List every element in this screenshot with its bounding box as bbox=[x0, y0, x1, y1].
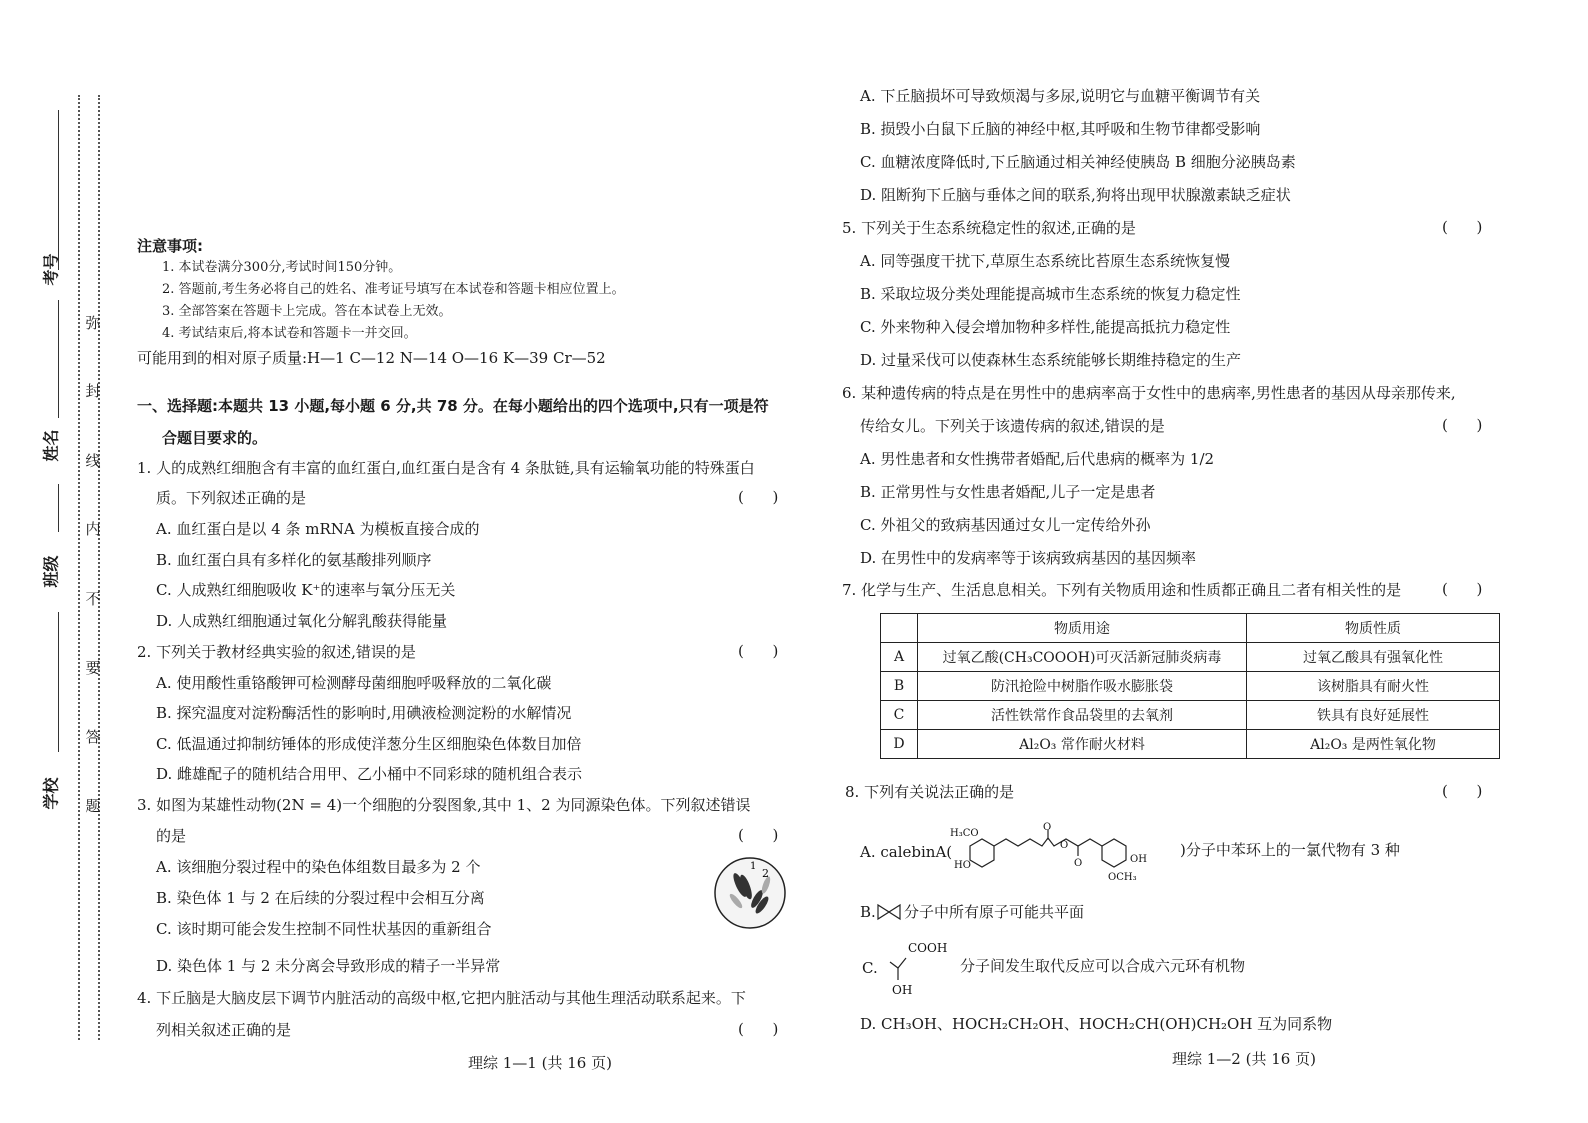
q3-option: D. 染色体 1 与 2 未分离会导致形成的精子一半异常 bbox=[156, 957, 501, 975]
footer-left: 理综 1—1 (共 16 页) bbox=[468, 1054, 612, 1072]
calebin-label: O bbox=[1074, 858, 1083, 869]
q8-option-a-prefix: A. calebinA( bbox=[860, 843, 953, 861]
q3-stem-cont: 的是 bbox=[156, 827, 187, 845]
q8-option-c-suffix: 分子间发生取代反应可以合成六元环有机物 bbox=[960, 957, 1246, 975]
table-row bbox=[881, 730, 1500, 759]
notice-item: 1. 本试卷满分300分,考试时间150分钟。 bbox=[162, 260, 402, 275]
calebin-label: O bbox=[1043, 822, 1052, 833]
q3-stem: 3. 如图为某雄性动物(2N = 4)一个细胞的分裂图象,其中 1、2 为同源染色体。下列叙述错误 bbox=[137, 796, 751, 814]
q5-stem: 5. 下列关于生态系统稳定性的叙述,正确的是 bbox=[842, 219, 1136, 237]
section-heading: 一、选择题:本题共 13 小题,每小题 6 分,共 78 分。在每小题给出的四个选项中,只有一项是符 bbox=[137, 397, 769, 415]
q5-option: A. 同等强度干扰下,草原生态系统比苔原生态系统恢复慢 bbox=[860, 252, 1231, 270]
calebin-label: H₃CO bbox=[950, 828, 979, 839]
seal-char: 弥 bbox=[85, 314, 101, 332]
binding-line-2 bbox=[58, 300, 59, 418]
answer-paren: ( ) bbox=[738, 1020, 779, 1038]
calebin-label: O bbox=[1060, 840, 1069, 851]
q1-stem-cont: 质。下列叙述正确的是 bbox=[156, 489, 307, 507]
q1-option: B. 血红蛋白具有多样化的氨基酸排列顺序 bbox=[156, 551, 432, 569]
seal-char: 不 bbox=[85, 590, 101, 608]
answer-paren: ( ) bbox=[1442, 580, 1483, 598]
table-row bbox=[881, 643, 1500, 672]
table-header-cell: 物质性质 bbox=[1247, 614, 1500, 643]
answer-paren: ( ) bbox=[738, 488, 779, 506]
label-exam-number: 考号 bbox=[41, 253, 61, 286]
q2-option: A. 使用酸性重铬酸钾可检测酵母菌细胞呼吸释放的二氧化碳 bbox=[156, 674, 552, 692]
footer-right: 理综 1—2 (共 16 页) bbox=[1172, 1050, 1316, 1068]
q1-option: D. 人成熟红细胞通过氧化分解乳酸获得能量 bbox=[156, 612, 448, 630]
q6-option: C. 外祖父的致病基因通过女儿一定传给外孙 bbox=[860, 516, 1151, 534]
table-cell: D bbox=[881, 730, 918, 759]
binding-line-1 bbox=[58, 110, 59, 270]
seal-char: 要 bbox=[85, 659, 101, 677]
q6-stem: 6. 某种遗传病的特点是在男性中的患病率高于女性中的患病率,男性患者的基因从母亲那传来, bbox=[842, 384, 1456, 402]
q4-stem: 4. 下丘脑是大脑皮层下调节内脏活动的高级中枢,它把内脏活动与其他生理活动联系起来。下 bbox=[137, 989, 746, 1007]
lactic-label: OH bbox=[892, 983, 913, 997]
lactic-label: COOH bbox=[908, 941, 948, 955]
notice-heading: 注意事项: bbox=[137, 237, 203, 255]
binding-line-3 bbox=[58, 484, 59, 532]
q1-option: C. 人成熟红细胞吸收 K⁺的速率与氧分压无关 bbox=[156, 581, 456, 599]
calebin-label: OH bbox=[1130, 854, 1147, 865]
q3-option: A. 该细胞分裂过程中的染色体组数目最多为 2 个 bbox=[156, 858, 481, 876]
q1-option: A. 血红蛋白是以 4 条 mRNA 为模板直接合成的 bbox=[156, 520, 480, 538]
notice-item: 4. 考试结束后,将本试卷和答题卡一并交回。 bbox=[162, 326, 417, 341]
q4-option: A. 下丘脑损坏可导致烦渴与多尿,说明它与血糖平衡调节有关 bbox=[860, 87, 1261, 105]
table-cell: 防汛抢险中树脂作吸水膨胀袋 bbox=[918, 672, 1247, 701]
calebin-label: OCH₃ bbox=[1108, 872, 1137, 883]
label-school: 学校 bbox=[41, 777, 61, 810]
q8-option-b-prefix: B. bbox=[860, 903, 876, 921]
table-cell: A bbox=[881, 643, 918, 672]
table-cell: Al₂O₃ 是两性氧化物 bbox=[1247, 730, 1500, 759]
q8-option-b-suffix: 分子中所有原子可能共平面 bbox=[904, 903, 1085, 921]
label-name: 姓名 bbox=[41, 429, 61, 462]
table-header-row bbox=[881, 614, 1500, 643]
q2-stem: 2. 下列关于教材经典实验的叙述,错误的是 bbox=[137, 643, 416, 661]
q6-stem-cont: 传给女儿。下列关于该遗传病的叙述,错误的是 bbox=[860, 417, 1165, 435]
q6-option: A. 男性患者和女性携带者婚配,后代患病的概率为 1/2 bbox=[860, 450, 1215, 468]
calebin-structure bbox=[950, 822, 1180, 884]
binding-line-4 bbox=[58, 612, 59, 752]
q5-option: C. 外来物种入侵会增加物种多样性,能提高抵抗力稳定性 bbox=[860, 318, 1231, 336]
q8-stem: 8. 下列有关说法正确的是 bbox=[845, 783, 1015, 801]
fig-label-2: 2 bbox=[762, 867, 769, 880]
fig-label-1: 1 bbox=[750, 861, 757, 872]
q1-stem: 1. 人的成熟红细胞含有丰富的血红蛋白,血红蛋白是含有 4 条肽链,具有运输氧功能的特殊蛋白 bbox=[137, 459, 755, 477]
q5-option: D. 过量采伐可以使森林生态系统能够长期维持稳定的生产 bbox=[860, 351, 1242, 369]
table-row bbox=[881, 672, 1500, 701]
notice-item: 2. 答题前,考生务必将自己的姓名、准考证号填写在本试卷和答题卡相应位置上。 bbox=[162, 282, 625, 297]
table-cell: B bbox=[881, 672, 918, 701]
seal-char: 答 bbox=[85, 728, 101, 746]
q4-option: D. 阻断狗下丘脑与垂体之间的联系,狗将出现甲状腺激素缺乏症状 bbox=[860, 186, 1291, 204]
q8-option-c-prefix: C. bbox=[862, 959, 878, 977]
answer-paren: ( ) bbox=[1442, 416, 1483, 434]
seal-char: 题 bbox=[85, 797, 101, 815]
q4-option: B. 损毁小白鼠下丘脑的神经中枢,其呼吸和生物节律都受影响 bbox=[860, 120, 1261, 138]
seal-char: 内 bbox=[85, 520, 101, 538]
notice-item: 3. 全部答案在答题卡上完成。答在本试卷上无效。 bbox=[162, 304, 452, 319]
table-cell: Al₂O₃ 常作耐火材料 bbox=[918, 730, 1247, 759]
answer-paren: ( ) bbox=[738, 826, 779, 844]
label-class: 班级 bbox=[41, 555, 61, 588]
q8-option-a-suffix: )分子中苯环上的一氯代物有 3 种 bbox=[1180, 841, 1400, 859]
seal-char: 线 bbox=[85, 452, 101, 470]
answer-paren: ( ) bbox=[1442, 782, 1483, 800]
q5-option: B. 采取垃圾分类处理能提高城市生态系统的恢复力稳定性 bbox=[860, 285, 1241, 303]
q3-option: B. 染色体 1 与 2 在后续的分裂过程中会相互分离 bbox=[156, 889, 485, 907]
table-header-cell bbox=[881, 614, 918, 643]
table-header-cell: 物质用途 bbox=[918, 614, 1247, 643]
q7-table bbox=[880, 613, 1500, 759]
q4-option: C. 血糖浓度降低时,下丘脑通过相关神经使胰岛 B 细胞分泌胰岛素 bbox=[860, 153, 1296, 171]
q2-option: B. 探究温度对淀粉酶活性的影响时,用碘液检测淀粉的水解情况 bbox=[156, 704, 572, 722]
q2-option: C. 低温通过抑制纺锤体的形成使洋葱分生区细胞染色体数目加倍 bbox=[156, 735, 582, 753]
q8-option-d: D. CH₃OH、HOCH₂CH₂OH、HOCH₂CH(OH)CH₂OH 互为同系物 bbox=[860, 1015, 1333, 1033]
table-cell: 该树脂具有耐火性 bbox=[1247, 672, 1500, 701]
answer-paren: ( ) bbox=[1442, 218, 1483, 236]
calebin-label: HO bbox=[954, 860, 971, 871]
seal-line-left bbox=[78, 95, 80, 1040]
lactic-acid-structure bbox=[884, 938, 954, 1000]
section-heading-cont: 合题目要求的。 bbox=[162, 429, 268, 447]
table-cell: 过氧乙酸(CH₃COOOH)可灭活新冠肺炎病毒 bbox=[918, 643, 1247, 672]
seal-line-right bbox=[98, 95, 100, 1040]
seal-char: 封 bbox=[85, 382, 101, 400]
table-row bbox=[881, 701, 1500, 730]
table-cell: 铁具有良好延展性 bbox=[1247, 701, 1500, 730]
bicyclic-structure bbox=[876, 903, 902, 921]
q7-stem: 7. 化学与生产、生活息息相关。下列有关物质用途和性质都正确且二者有相关性的是 bbox=[842, 581, 1402, 599]
table-cell: 过氧乙酸具有强氧化性 bbox=[1247, 643, 1500, 672]
atomic-mass: 可能用到的相对原子质量:H—1 C—12 N—14 O—16 K—39 Cr—52 bbox=[137, 349, 606, 367]
cell-division-figure bbox=[712, 855, 788, 931]
q2-option: D. 雌雄配子的随机结合用甲、乙小桶中不同彩球的随机组合表示 bbox=[156, 765, 583, 783]
q4-stem-cont: 列相关叙述正确的是 bbox=[156, 1021, 292, 1039]
q3-option: C. 该时期可能会发生控制不同性状基因的重新组合 bbox=[156, 920, 492, 938]
q6-option: B. 正常男性与女性患者婚配,儿子一定是患者 bbox=[860, 483, 1156, 501]
q6-option: D. 在男性中的发病率等于该病致病基因的基因频率 bbox=[860, 549, 1197, 567]
answer-paren: ( ) bbox=[738, 642, 779, 660]
table-cell: C bbox=[881, 701, 918, 730]
table-cell: 活性铁常作食品袋里的去氧剂 bbox=[918, 701, 1247, 730]
